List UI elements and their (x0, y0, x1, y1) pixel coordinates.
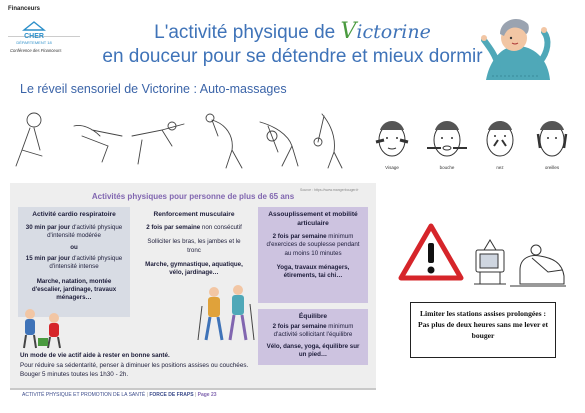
card-balance-freq: 2 fois par semaine minimum d'activité sollicitant l'équilibre (272, 322, 354, 339)
card-cardio-examples: Marche, natation, montée d'escalier, jardinage, travaux ménagers… (31, 277, 117, 302)
card-stretch-heading: Assouplissement et mobilité articulaire (268, 211, 358, 227)
card-cardio (18, 207, 130, 317)
face-label-bouche: bouche (439, 165, 455, 170)
hikers-illustration (196, 282, 256, 344)
sketch-figure-1 (16, 113, 42, 166)
panel-title: Activités physiques pour personne de plus de 65 ans (91, 192, 295, 201)
face-label-oreilles: oreilles (544, 165, 560, 170)
victorine-brand-rest: ictorine (356, 21, 431, 43)
card-muscle-freq: 2 fois par semaine non consécutif (146, 223, 242, 231)
panel-bottom-text: Pour réduire sa sédentarité, penser à diminuer les positions assises ou couchées. Bouger 5 minutes toutes les 1h30 - 2h. (20, 362, 249, 378)
logo-text-cher: CHER (24, 33, 44, 40)
sketch-figure-3 (132, 122, 184, 164)
card-muscle-detail: Solliciter les bras, les jambes et le tronc (147, 238, 241, 254)
card-stretch-freq: 2 fois par semaine minimum d'exercices de souplesse pendant au moins 10 minutes (266, 232, 360, 257)
card-cardio-heading: Activité cardio respiratoire (32, 211, 116, 218)
title-prefix: L'activité physique de (154, 22, 341, 43)
sketch-figure-4 (206, 114, 242, 168)
card-muscle-heading: Renforcement musculaire (153, 211, 235, 218)
warning-triangle-icon (398, 223, 464, 281)
card-stretch-examples: Yoga, travaux ménagers, étirements, tai chi… (276, 263, 350, 280)
victorine-brand-v: V (340, 19, 357, 44)
card-stretch (258, 207, 368, 303)
panel-source: Source : https://www.mangerbouger.fr (300, 188, 359, 192)
card-cardio-or: ou (70, 243, 78, 251)
face-label-nez: nez (496, 165, 504, 170)
card-muscle-examples: Marche, gymnastique, aquatique, vélo, jardinage… (145, 260, 243, 277)
gardening-people-illustration (16, 306, 70, 350)
card-balance-examples: Vélo, danse, yoga, équilibre sur un pied… (266, 342, 360, 358)
logo-text-conference: Conférence des Financeurs (10, 48, 62, 53)
footer-left: ACTIVITÉ PHYSIQUE ET PROMOTION DE LA SANTÉ (22, 392, 146, 398)
section-subtitle: Le réveil sensoriel de Victorine : Auto-massages (20, 82, 287, 96)
victorine-brand (341, 21, 431, 43)
sketch-figure-2 (74, 125, 122, 162)
card-balance (258, 309, 368, 365)
financeurs-label: Financeurs (8, 6, 41, 12)
footer-page: Page 23 (197, 392, 217, 398)
card-cardio-line1: 30 min par jour d'activité physique d'intensité modérée (25, 223, 123, 240)
sketch-figure-6 (314, 114, 342, 168)
sketch-figure-5 (260, 122, 298, 166)
footer: ACTIVITÉ PHYSIQUE ET PROMOTION DE LA SANTÉ | FORCE DE FRAPS | Page 23 (22, 392, 217, 398)
victorine-mascot-illustration (478, 10, 562, 84)
footer-middle: FORCE DE FRAPS (149, 392, 194, 398)
page-subtitle: en douceur pour se détendre et mieux dormir (102, 46, 483, 67)
card-cardio-line2: 15 min par jour d'activité physique d'intensité intense (25, 254, 123, 271)
sedentary-tv-illustration (470, 232, 568, 290)
sedentary-notice: Limiter les stations assises prolongées : Pas plus de deux heures sans me lever et bouger (410, 302, 556, 358)
face-label-visage: Visage (385, 165, 399, 170)
card-balance-heading: Équilibre (298, 313, 328, 320)
logo-text-department: DÉPARTEMENT 18 (16, 40, 52, 45)
auto-massage-sketches (12, 106, 362, 174)
panel-bottom-headline: Un mode de vie actif aide à rester en bonne santé. (20, 352, 170, 359)
